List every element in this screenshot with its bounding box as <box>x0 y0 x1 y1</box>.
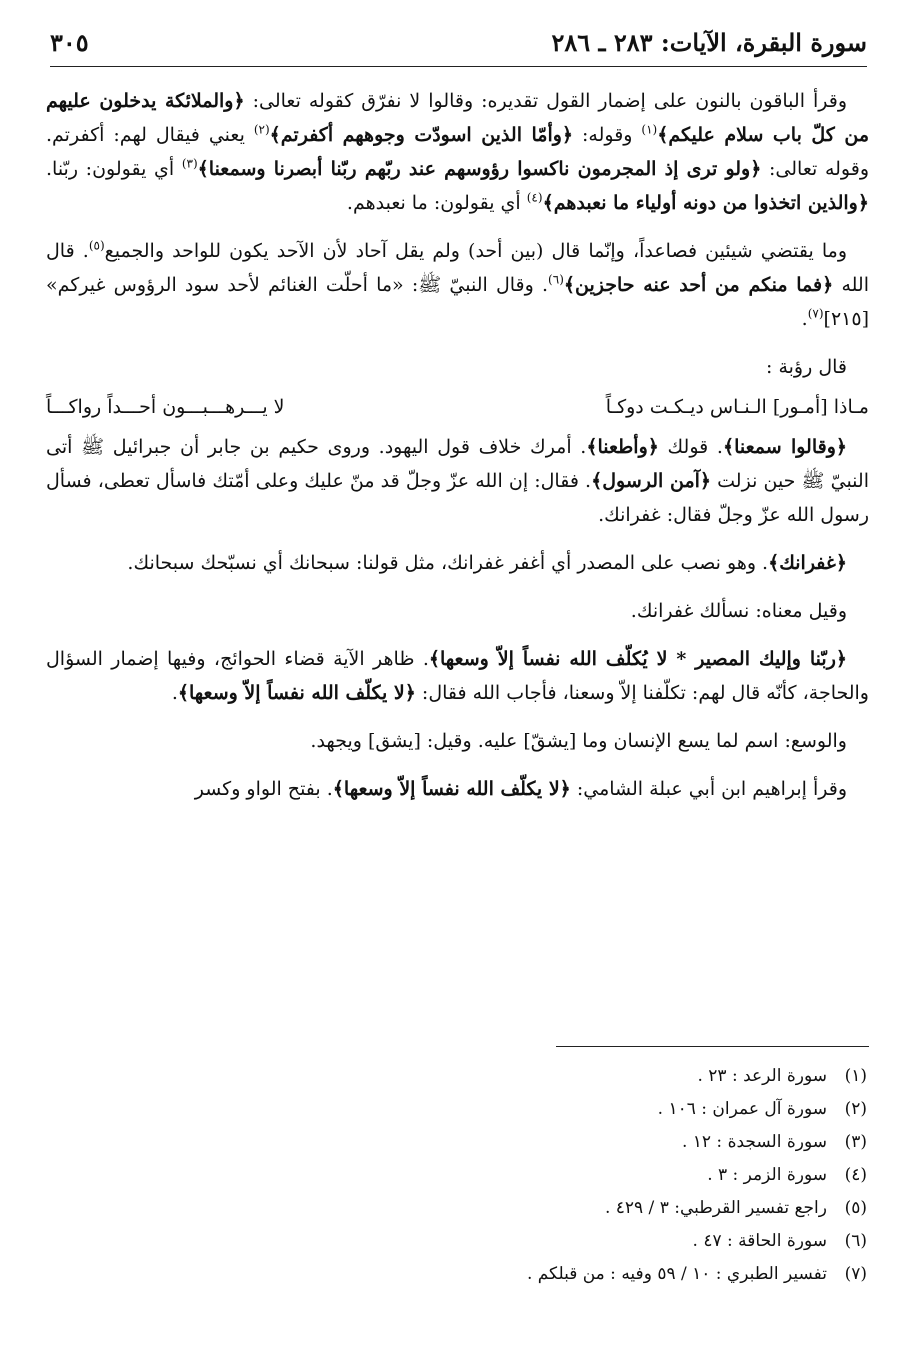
text-run: . وهو نصب على المصدر أي أغفر غفرانك، مثل قولنا: سبحانك أي نسبّحك سبحانك. <box>127 552 769 574</box>
footnote-text: سورة السجدة : ١٢ . <box>681 1132 827 1152</box>
text-run: . بفتح الواو وكسر <box>194 778 333 800</box>
main-text <box>46 84 869 820</box>
text-run: . <box>171 682 178 704</box>
poetry-verse <box>46 390 869 424</box>
text-run: . قال الله <box>46 240 869 296</box>
text-run: . قولك <box>658 436 723 458</box>
footnote <box>447 1225 867 1258</box>
text-run: وما يقتضي شيئين فصاعداً، وإنّما قال (بين أحد) ولم يقل آحاد لأن الآحد يكون للواحد والجميع <box>104 240 847 262</box>
footnote-ref: (٤) <box>526 190 543 205</box>
quran-quote: ﴿والذين اتخذوا من دونه أولياء ما نعبدهم﴾ <box>542 192 869 214</box>
text-run: . <box>801 308 808 330</box>
quran-quote: ﴿لا يكلّف الله نفساً إلاّ وسعها﴾ <box>177 682 416 704</box>
paragraph-2 <box>46 234 869 336</box>
page-header <box>50 22 867 67</box>
footnote-ref: (٦) <box>548 272 564 287</box>
paragraph-8: والوسع: اسم لما يسع الإنسان وما [يشقّ] عليه. وقيل: [يشق] ويجهد. <box>310 730 847 752</box>
footnote-ref: (٧) <box>807 306 824 321</box>
footnote-text: سورة الرعد : ٢٣ . <box>697 1066 827 1086</box>
running-title: سورة البقرة، الآيات: ٢٨٣ ـ ٢٨٦ <box>551 28 867 57</box>
footnote-text: راجع تفسير القرطبي: ٣ / ٤٢٩ . <box>604 1198 827 1218</box>
footnote <box>447 1258 867 1291</box>
footnote-number: (٥) <box>844 1198 867 1218</box>
footnote-number: (٣) <box>844 1132 867 1152</box>
text-run: أي يقولون: ربّنا. <box>46 158 182 180</box>
footnote-text: سورة آل عمران : ١٠٦ . <box>657 1099 827 1119</box>
text-run: أي يقولون: ما نعبدهم. <box>346 192 527 214</box>
quran-quote: ﴿آمن الرسول﴾ <box>591 470 712 492</box>
footnotes <box>447 1060 867 1291</box>
quran-quote: ﴿ولو ترى إذ المجرمون ناكسوا رؤوسهم عند ربّهم ربّنا أبصرنا وسمعنا﴾ <box>197 158 762 180</box>
poet-label: قال رؤبة : <box>766 356 847 378</box>
footnote-number: (٦) <box>844 1231 867 1251</box>
quran-quote: ﴿وأطعنا﴾ <box>586 436 659 458</box>
footnote <box>447 1159 867 1192</box>
footnote <box>447 1126 867 1159</box>
footnote-text: سورة الحاقة : ٤٧ . <box>692 1231 827 1251</box>
footnote-ref: (٣) <box>181 156 198 171</box>
quran-quote: ﴿وأمّا الذين اسودّت وجوههم أكفرتم﴾ <box>269 124 574 146</box>
quran-quote: ﴿لا يكلّف الله نفساً إلاّ وسعها﴾ <box>332 778 571 800</box>
quran-quote: ﴿غفرانك﴾ <box>768 552 847 574</box>
footnote-text: تفسير الطبري : ١٠ / ٥٩ وفيه : من قبلكم . <box>526 1264 827 1284</box>
footnote <box>447 1060 867 1093</box>
footnote-number: (٧) <box>844 1264 867 1284</box>
quran-quote: ﴿وقالوا سمعنا﴾ <box>722 436 848 458</box>
page-number: ٣٠٥ <box>50 28 89 57</box>
paragraph-4 <box>46 430 869 532</box>
text-run: . وقال النبيّ ﷺ: «ما أحلّت الغنائم لأحد سود الرؤوس غيركم» [٢١٥] <box>46 274 869 330</box>
text-run: . فقال: إن الله عزّ وجلّ قد منّ عليك وعلى أمّتك فاسأل تعطى، فسأل رسول الله عزّ وجلّ فقال: غفرانك. <box>46 470 869 526</box>
text-run: . أمرك خلاف قول اليهود. وروى حكيم بن جابر أن جبرائيل ﷺ أتى النبيّ ﷺ حين نزلت <box>46 436 869 492</box>
quran-quote: ﴿والملائكة يدخلون عليهم من كلّ باب سلام عليكم﴾ <box>46 90 869 146</box>
text-run: وقوله: <box>573 124 642 146</box>
footnote <box>447 1192 867 1225</box>
footnote-number: (٢) <box>844 1099 867 1119</box>
footnote-text: سورة الزمر : ٣ . <box>707 1165 827 1185</box>
paragraph-9 <box>46 772 869 806</box>
paragraph-6: وقيل معناه: نسألك غفرانك. <box>630 600 847 622</box>
quran-quote: ﴿فما منكم من أحد عنه حاجزين﴾ <box>563 274 834 296</box>
hemistich-left: لا يـــرهـــبـــون أحـــداً رواكـــاً <box>46 396 285 418</box>
text-run: يعني فيقال لهم: أكفرتم. وقوله تعالى: <box>46 124 869 180</box>
footnote <box>447 1093 867 1126</box>
paragraph-7 <box>46 642 869 710</box>
footnote-number: (١) <box>844 1066 867 1086</box>
text-run: وقرأ إبراهيم ابن أبي عبلة الشامي: <box>570 778 847 800</box>
footnote-ref: (٥) <box>88 238 105 253</box>
footnote-divider <box>556 1046 869 1047</box>
footnote-number: (٤) <box>844 1165 867 1185</box>
paragraph-5 <box>46 546 869 580</box>
footnote-ref: (٢) <box>253 122 270 137</box>
text-run: وقرأ الباقون بالنون على إضمار القول تقديره: وقالوا لا نفرّق كقوله تعالى: <box>244 90 847 112</box>
paragraph-1 <box>46 84 869 220</box>
hemistich-right: مـاذا [أمـور] الـنـاس ديـكـت دوكـاً <box>605 396 869 418</box>
text-run: . ظاهر الآية قضاء الحوائج، وفيها إضمار السؤال والحاجة، كأنّه قال لهم: تكلّفنا إلاّ وسعنا، فأجاب الله فقال: <box>46 648 869 704</box>
footnote-ref: (١) <box>641 122 658 137</box>
quran-quote: ﴿ربّنا وإليك المصير * لا يُكلّف الله نفساً إلاّ وسعها﴾ <box>428 648 848 670</box>
